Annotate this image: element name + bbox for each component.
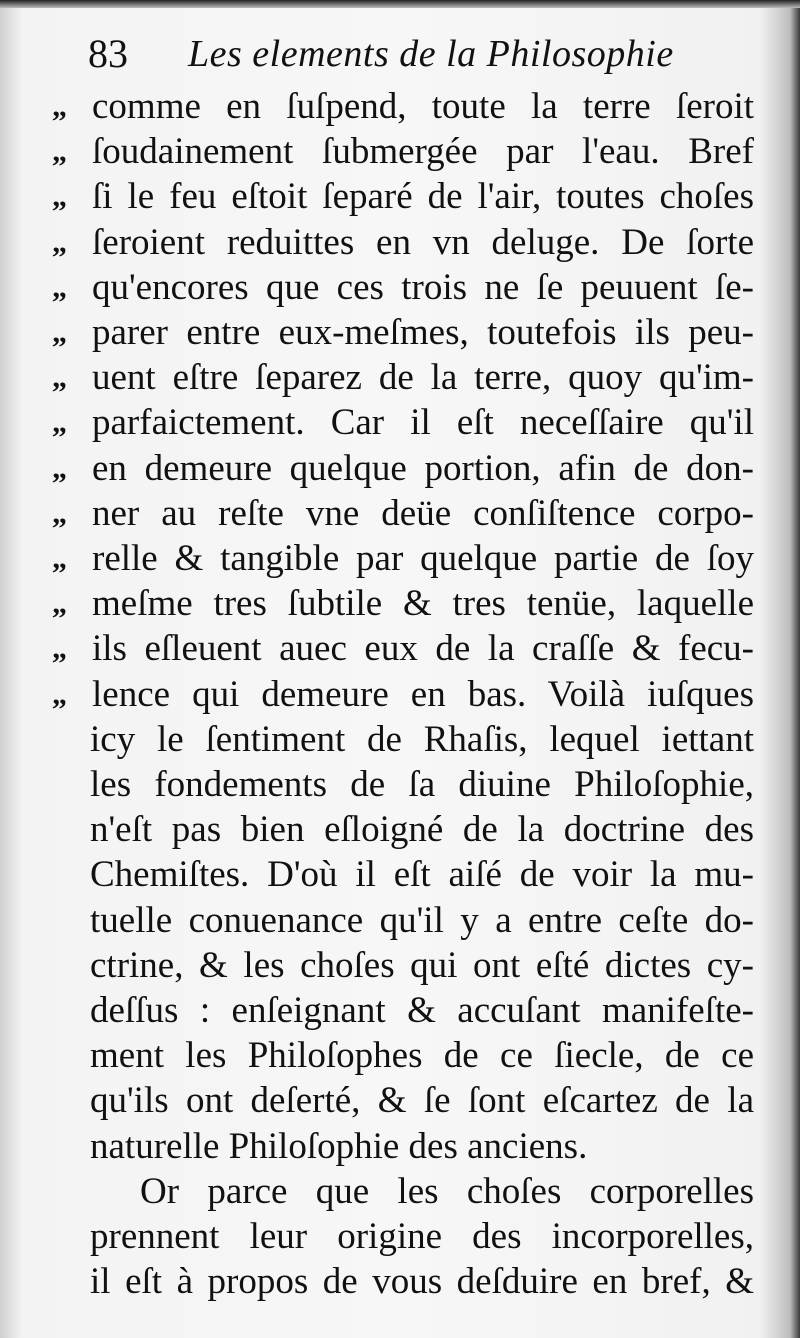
quote-mark: „: [52, 226, 67, 259]
running-title: Les elements de la Philosophie: [188, 33, 674, 75]
quote-mark: „: [52, 678, 67, 711]
text-line: lence qui demeure en bas. Voilà iuſques: [92, 674, 754, 715]
text-line: comme en ſuſpend, toute la terre ſeroit: [92, 86, 754, 127]
text-line: qu'encores que ces trois ne ſe peuuent ſe-: [92, 267, 754, 308]
quote-mark: „: [52, 271, 67, 304]
text-line: ſeroient reduittes en vn deluge. De ſorte: [92, 222, 754, 263]
quote-mark: „: [52, 542, 67, 575]
page-header: [88, 26, 768, 78]
quote-mark: „: [52, 452, 67, 485]
text-line: ment les Philoſophes de ce ſiecle, de ce: [90, 1035, 754, 1076]
text-line: ſoudainement ſubmergée par l'eau. Bref: [92, 131, 754, 172]
text-line: Or parce que les choſes corporelles: [140, 1171, 754, 1212]
text-line: parer entre eux-meſmes, toutefois ils peu-: [92, 312, 754, 353]
text-line: Chemiſtes. D'où il eſt aiſé de voir la mu-: [90, 854, 754, 895]
quote-mark: „: [52, 587, 67, 620]
quote-mark: „: [52, 316, 67, 349]
text-line: ils eſleuent auec eux de la craſſe & fecu-: [92, 628, 754, 669]
quote-mark: „: [52, 180, 67, 213]
page-number: 83: [88, 31, 128, 76]
text-line: ctrine, & les choſes qui ont eſté dictes cy-: [90, 945, 754, 986]
quote-mark: „: [52, 361, 67, 394]
text-line: il eſt à propos de vous deſduire en bref, &: [90, 1261, 754, 1302]
text-line: tuelle conuenance qu'il y a entre ceſte do-: [90, 900, 754, 941]
text-line: ner au reſte vne deüe conſiſtence corpo-: [92, 493, 754, 534]
quote-mark: „: [52, 497, 67, 530]
text-line: relle & tangible par quelque partie de ſoy: [92, 538, 754, 579]
text-line: prennent leur origine des incorporelles,: [90, 1216, 754, 1257]
text-line: deſſus : enſeignant & accuſant manifeſte-: [90, 990, 754, 1031]
text-line: n'eſt pas bien eſloigné de la doctrine des: [90, 809, 754, 850]
quote-mark: „: [52, 90, 67, 123]
quote-mark: „: [52, 406, 67, 439]
text-line: qu'ils ont deſerté, & ſe ſont eſcartez de la: [90, 1080, 754, 1121]
text-line: meſme tres ſubtile & tres tenüe, laquelle: [92, 583, 754, 624]
text-line: en demeure quelque portion, afin de don-: [92, 448, 754, 489]
text-line: parfaictement. Car il eſt neceſſaire qu'il: [92, 402, 754, 443]
text-line: uent eſtre ſeparez de la terre, quoy qu'im-: [92, 357, 754, 398]
text-line: naturelle Philoſophie des anciens.: [90, 1126, 588, 1167]
text-line: les fondements de ſa diuine Philoſophie,: [90, 764, 754, 805]
text-line: ſi le feu eſtoit ſeparé de l'air, toutes choſes: [92, 176, 754, 217]
text-line: icy le ſentiment de Rhaſis, lequel iettant: [90, 719, 754, 760]
quote-mark: „: [52, 632, 67, 665]
quote-mark: „: [52, 135, 67, 168]
